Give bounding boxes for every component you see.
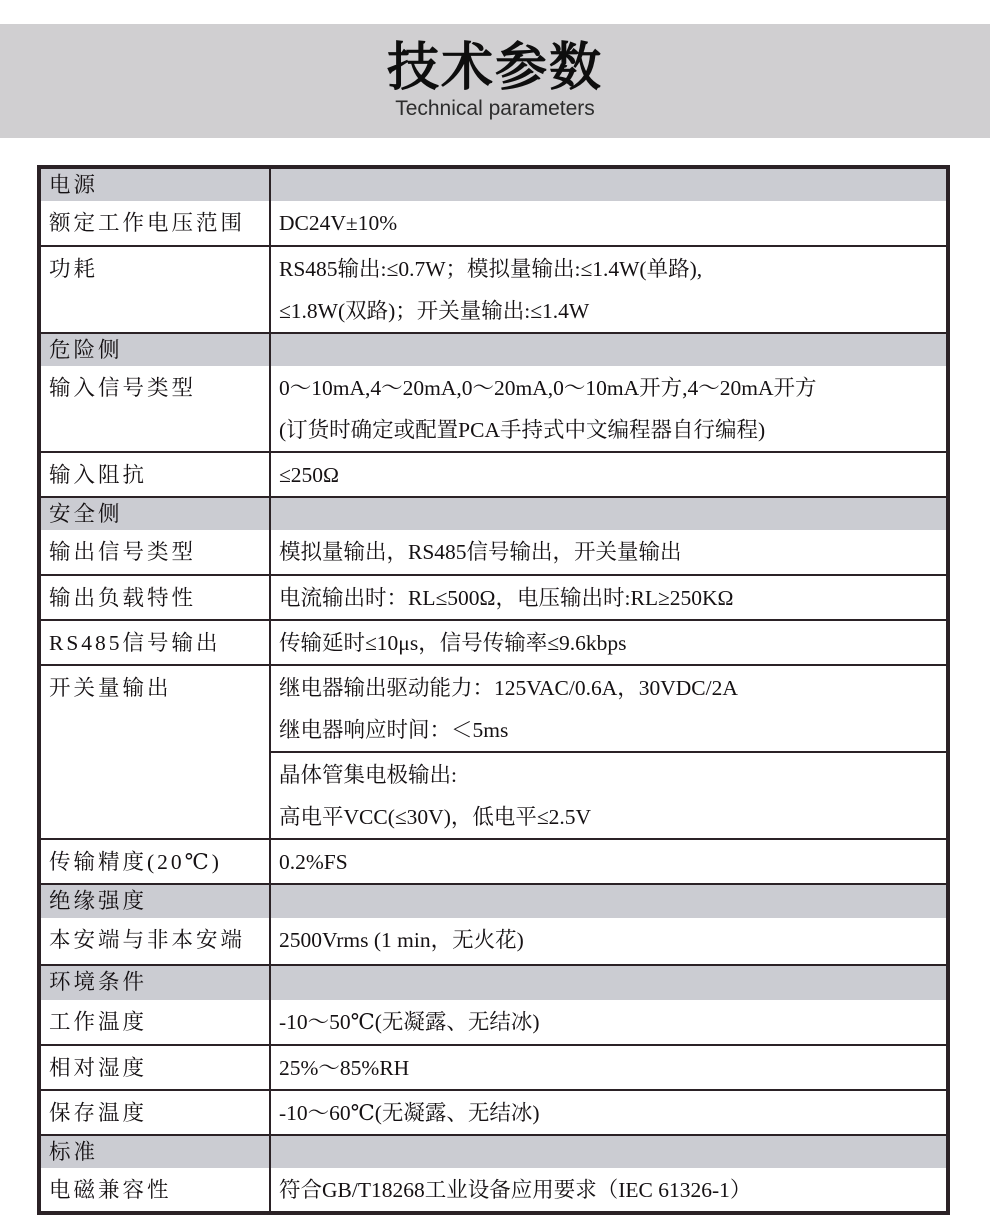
- spec-label: 功耗: [39, 246, 270, 333]
- title-banner: [0, 24, 990, 138]
- spec-label: 传输精度(20℃): [39, 839, 270, 884]
- spec-label: 电磁兼容性: [39, 1168, 270, 1213]
- spec-value: -10～60℃(无凝露、无结冰): [270, 1090, 948, 1135]
- spec-value: 传输延时≤10μs，信号传输率≤9.6kbps: [270, 620, 948, 665]
- table-row: [39, 201, 948, 246]
- table-row: [39, 530, 948, 575]
- section-header-filler: [270, 965, 948, 1000]
- table-row: [39, 1000, 948, 1045]
- table-row: [39, 1045, 948, 1090]
- table-row: [39, 665, 948, 752]
- section-header-label: 安全侧: [39, 497, 270, 530]
- spec-label: 本安端与非本安端: [39, 918, 270, 965]
- spec-label: 输入阻抗: [39, 452, 270, 497]
- table-row: [39, 620, 948, 665]
- table-row: [39, 839, 948, 884]
- section-header-filler: [270, 1135, 948, 1168]
- section-header-row: [39, 884, 948, 918]
- spec-label: 输入信号类型: [39, 366, 270, 452]
- section-header-row: [39, 333, 948, 366]
- section-header-label: 绝缘强度: [39, 884, 270, 918]
- table-row: [39, 366, 948, 452]
- spec-value: 晶体管集电极输出: 高电平VCC(≤30V)，低电平≤2.5V: [270, 752, 948, 839]
- section-header-row: [39, 1135, 948, 1168]
- spec-value: 模拟量输出，RS485信号输出，开关量输出: [270, 530, 948, 575]
- section-header-label: 电源: [39, 167, 270, 201]
- spec-label: 额定工作电压范围: [39, 201, 270, 246]
- spec-value: 继电器输出驱动能力：125VAC/0.6A，30VDC/2A 继电器响应时间：＜5ms: [270, 665, 948, 752]
- section-header-row: [39, 965, 948, 1000]
- spec-value: ≤250Ω: [270, 452, 948, 497]
- section-header-filler: [270, 884, 948, 918]
- table-row: [39, 452, 948, 497]
- spec-value: 符合GB/T18268工业设备应用要求（IEC 61326-1）: [270, 1168, 948, 1213]
- spec-value: 2500Vrms (1 min，无火花): [270, 918, 948, 965]
- section-header-filler: [270, 167, 948, 201]
- spec-label: 输出负载特性: [39, 575, 270, 620]
- spec-label: RS485信号输出: [39, 620, 270, 665]
- section-header-label: 环境条件: [39, 965, 270, 1000]
- section-header-filler: [270, 333, 948, 366]
- spec-label: 开关量输出: [39, 665, 270, 839]
- section-header-label: 危险侧: [39, 333, 270, 366]
- spec-value: 25%～85%RH: [270, 1045, 948, 1090]
- page-title: 技术参数: [386, 38, 603, 97]
- section-header-filler: [270, 497, 948, 530]
- spec-label: 相对湿度: [39, 1045, 270, 1090]
- spec-value: 电流输出时：RL≤500Ω，电压输出时:RL≥250KΩ: [270, 575, 948, 620]
- spec-label: 输出信号类型: [39, 530, 270, 575]
- spec-label: 工作温度: [39, 1000, 270, 1045]
- table-row: [39, 1168, 948, 1213]
- section-header-label: 标准: [39, 1135, 270, 1168]
- section-header-row: [39, 497, 948, 530]
- table-row: [39, 1090, 948, 1135]
- table-row: [39, 575, 948, 620]
- spec-value: DC24V±10%: [270, 201, 948, 246]
- spec-value: -10～50℃(无凝露、无结冰): [270, 1000, 948, 1045]
- table-row: [39, 246, 948, 333]
- table-row: [39, 918, 948, 965]
- technical-parameters-table: [37, 165, 950, 1215]
- spec-label: 保存温度: [39, 1090, 270, 1135]
- spec-value: RS485输出:≤0.7W；模拟量输出:≤1.4W(单路), ≤1.8W(双路)；开关量输出:≤1.4W: [270, 246, 948, 333]
- spec-value: 0.2%FS: [270, 839, 948, 884]
- spec-value: 0～10mA,4～20mA,0～20mA,0～10mA开方,4～20mA开方 (订货时确定或配置PCA手持式中文编程器自行编程): [270, 366, 948, 452]
- page-subtitle: Technical parameters: [395, 97, 595, 121]
- section-header-row: [39, 167, 948, 201]
